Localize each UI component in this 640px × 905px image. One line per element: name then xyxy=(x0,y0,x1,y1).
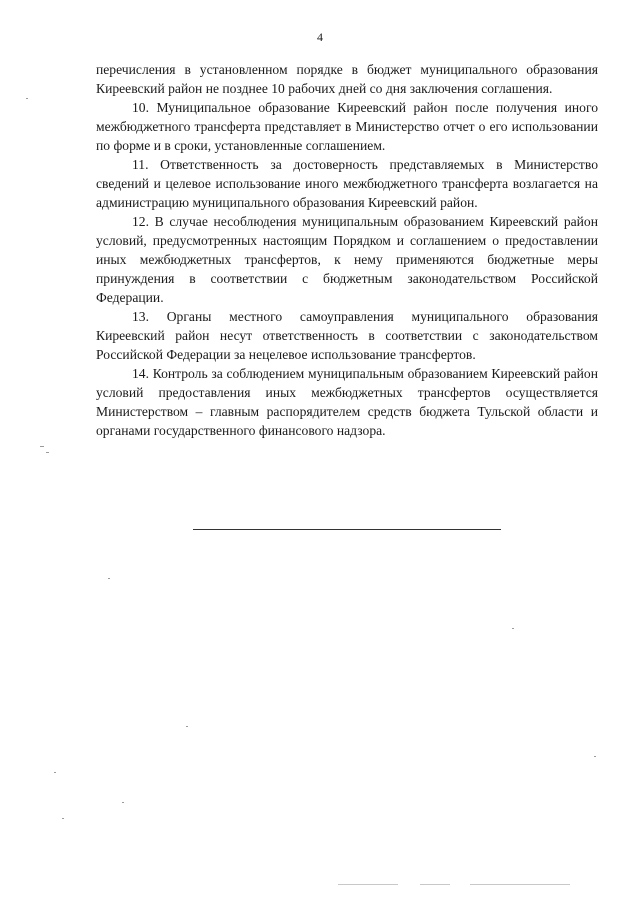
paragraph-item-10: 10. Муниципальное образование Киреевский район после получения иного межбюджетного трансферта представляет в Министерство отчет о его использовании по форме и в сроки, установленные соглашением. xyxy=(96,100,598,153)
scan-speck xyxy=(62,818,64,819)
page-number: 4 xyxy=(317,30,323,44)
scan-speck xyxy=(40,446,44,447)
document-body xyxy=(96,60,598,440)
scan-speck xyxy=(338,884,398,885)
paragraph-continuation: перечисления в установленном порядке в бюджет муниципального образования Киреевский район не позднее 10 рабочих дней со дня заключения соглашения. xyxy=(96,62,598,96)
scan-speck xyxy=(594,756,596,757)
scan-speck xyxy=(512,628,514,629)
scan-speck xyxy=(420,884,450,885)
scan-speck xyxy=(26,98,28,99)
paragraph-item-14: 14. Контроль за соблюдением муниципальным образованием Киреевский район условий предоставления иных межбюджетных трансфертов осуществляется Министерством – главным распорядителем средств бюджета Тульской области и органами государственного финансового надзора. xyxy=(96,366,598,438)
scan-speck xyxy=(46,452,49,453)
paragraph-item-13: 13. Органы местного самоуправления муниципального образования Киреевский район несут ответственность в соответствии с законодательством Российской Федерации за нецелевое использование трансфертов. xyxy=(96,309,598,362)
scan-speck xyxy=(122,802,124,803)
scan-speck xyxy=(186,726,188,727)
scan-speck xyxy=(54,772,56,773)
scan-speck xyxy=(108,578,110,579)
scan-speck xyxy=(470,884,570,885)
paragraph-item-11: 11. Ответственность за достоверность представляемых в Министерство сведений и целевое использование иного межбюджетного трансферта возлагается на администрацию муниципального образования Киреевский район. xyxy=(96,157,598,210)
paragraph-item-12: 12. В случае несоблюдения муниципальным образованием Киреевский район условий, предусмотренных настоящим Порядком и соглашением о предоставлении иных межбюджетных трансфертов, к нему применяются бюджетные меры принуждения в соответствии с бюджетным законодательством Российской Федерации. xyxy=(96,214,598,305)
closing-divider-line xyxy=(193,529,501,530)
